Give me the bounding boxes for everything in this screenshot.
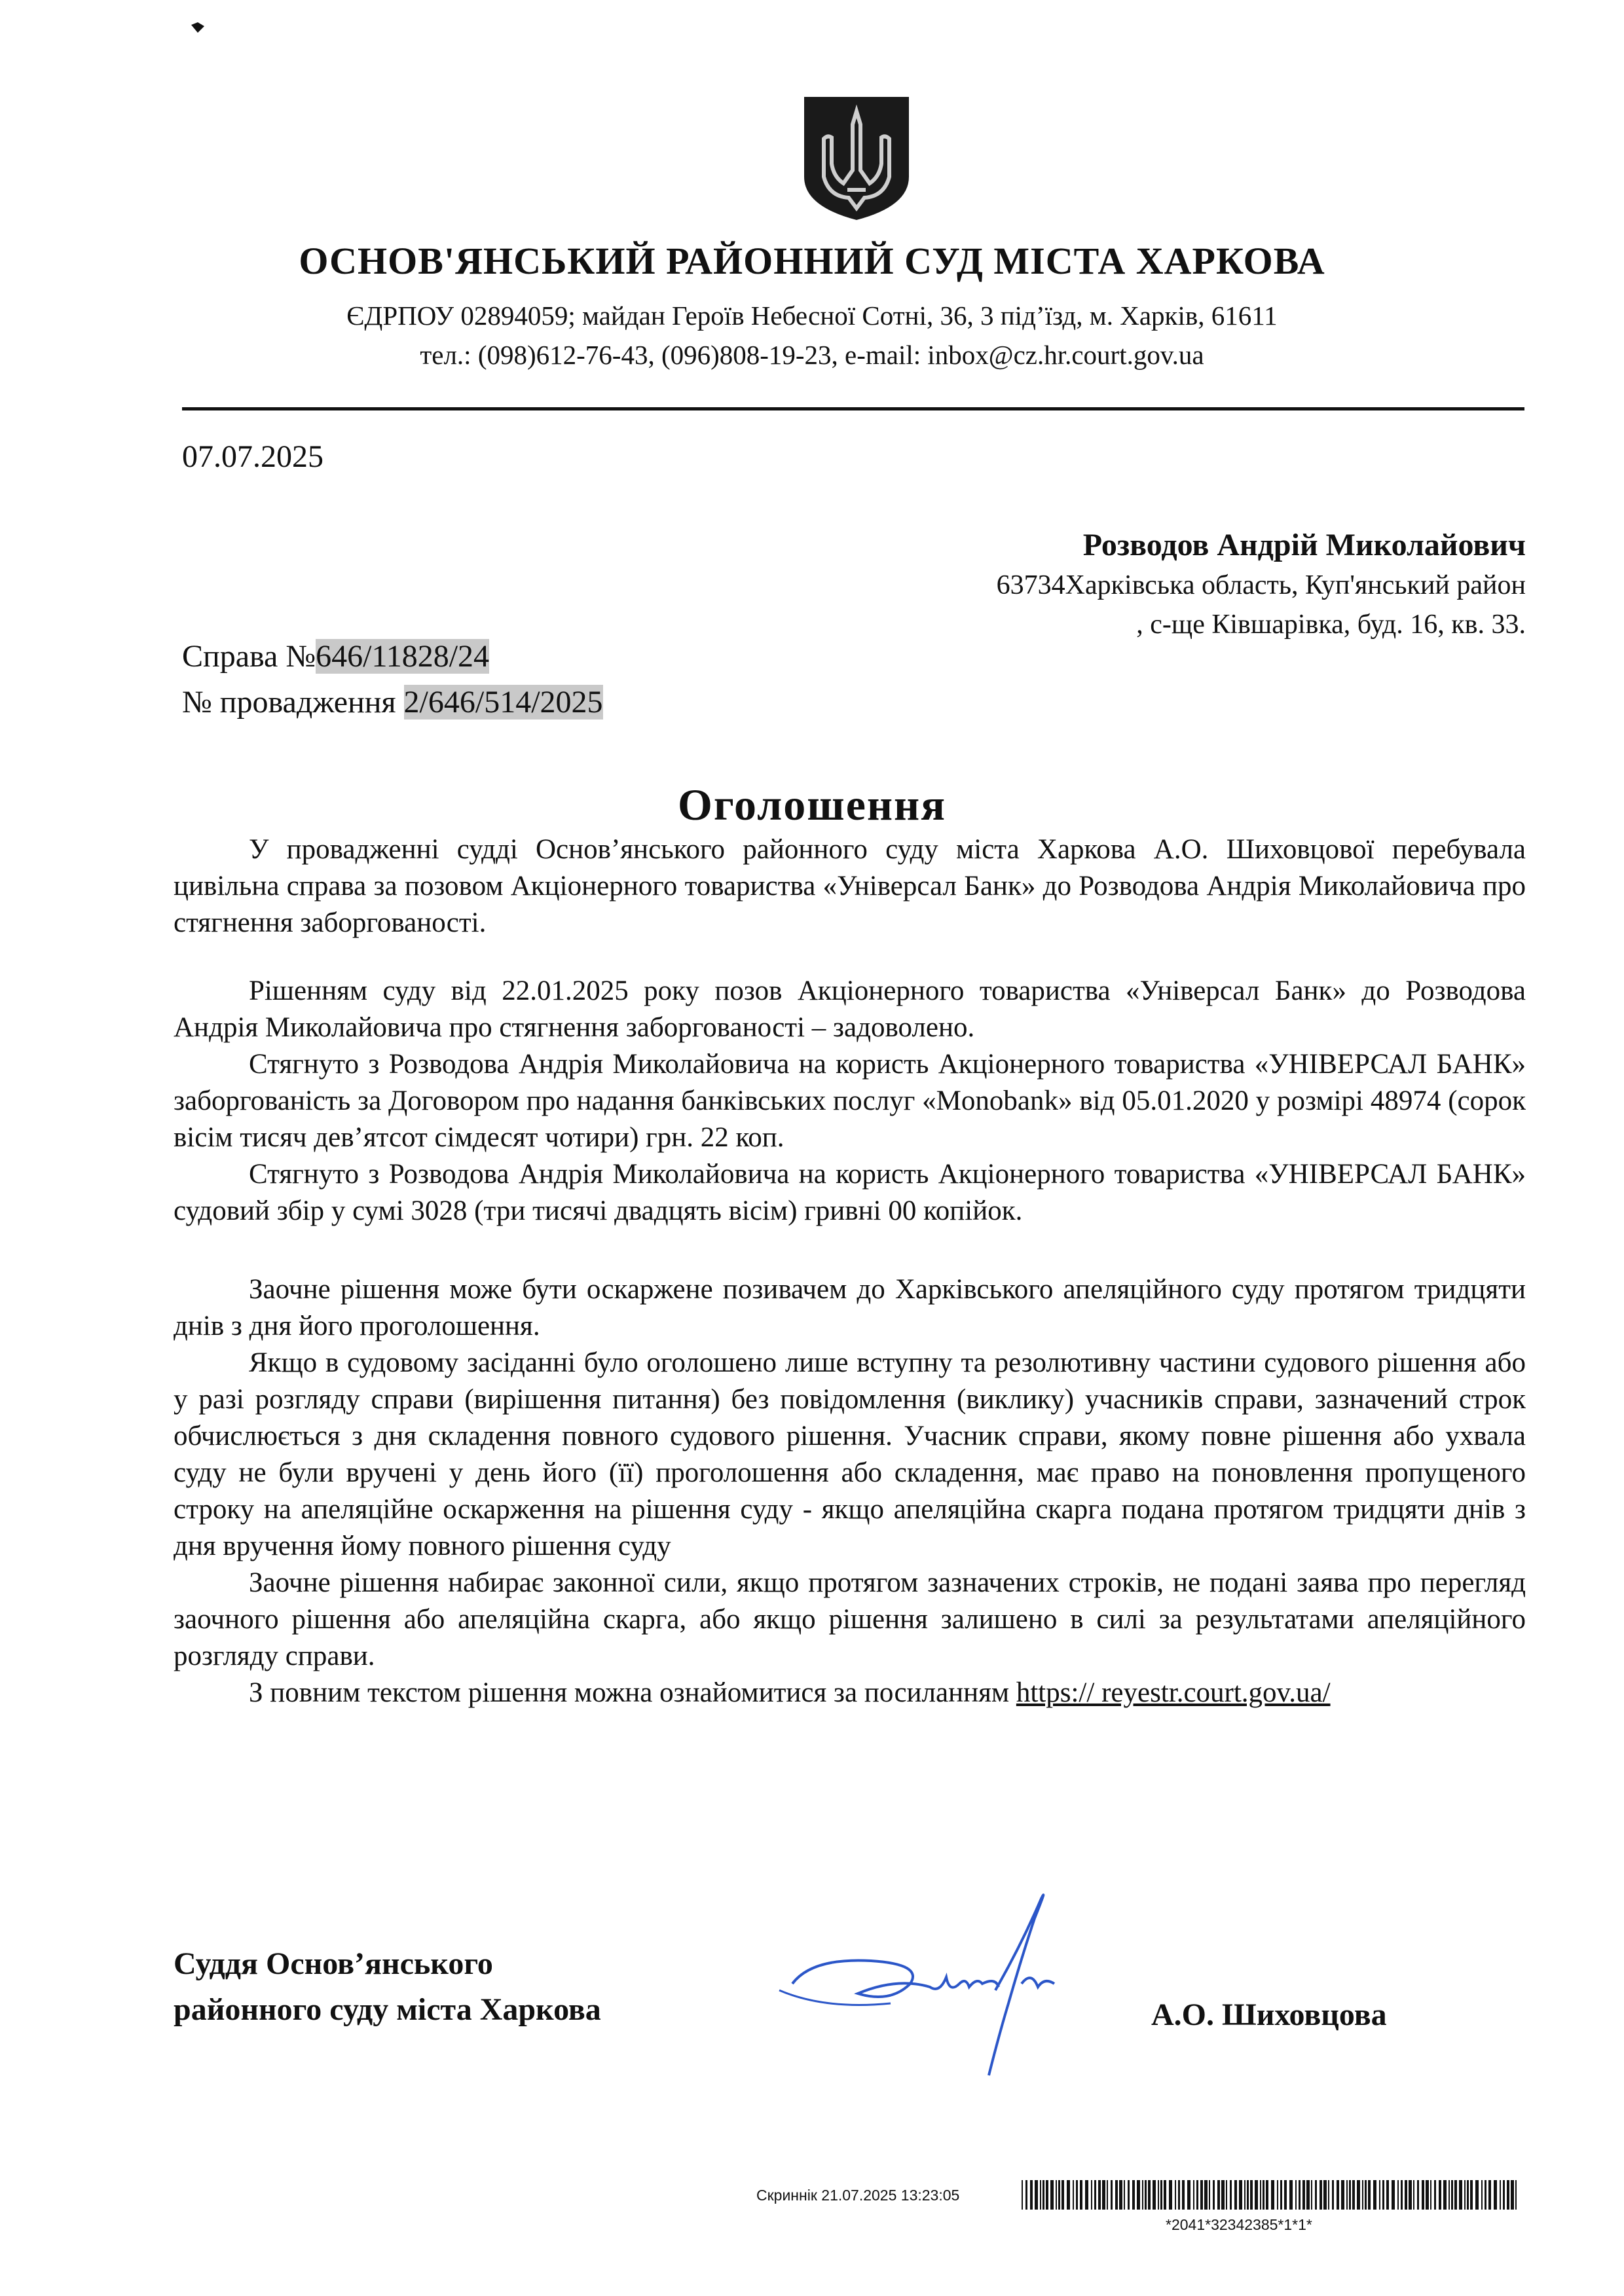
barcode-bar <box>1213 2180 1215 2210</box>
barcode-number: *2041*32342385*1*1* <box>1166 2216 1312 2233</box>
barcode-bar <box>1373 2180 1376 2210</box>
barcode-bar <box>1481 2180 1483 2210</box>
barcode-bar <box>1284 2180 1287 2210</box>
barcode-bar <box>1119 2180 1122 2210</box>
barcode-bar <box>1158 2180 1159 2210</box>
barcode-bar <box>1449 2180 1450 2210</box>
barcode-bar <box>1067 2180 1070 2210</box>
barcode-bar <box>1299 2180 1301 2210</box>
barcode-bar <box>1515 2180 1517 2210</box>
barcode-bar <box>1467 2180 1469 2210</box>
barcode-bar <box>1417 2180 1419 2210</box>
barcode-bar <box>1193 2180 1194 2210</box>
barcode-bar <box>1341 2180 1344 2210</box>
barcode-bar <box>1323 2180 1327 2210</box>
barcode-bar <box>1392 2180 1395 2210</box>
barcode-bar <box>1511 2180 1514 2210</box>
court-contact-line-2: тел.: (098)612-76-43, (096)808-19-23, e-mail: inbox@cz.hr.court.gov.ua <box>420 340 1204 370</box>
barcode-bar <box>1128 2180 1130 2210</box>
barcode-bar <box>1271 2180 1274 2210</box>
barcode-bar <box>1266 2180 1268 2210</box>
barcode-bar <box>1485 2180 1486 2210</box>
barcode-bar <box>1102 2180 1105 2210</box>
barcode-bar <box>1401 2180 1403 2210</box>
barcode-bar <box>1169 2180 1172 2210</box>
judge-title-line-2: районного суду міста Харкова <box>174 1992 601 2027</box>
paragraph-appeal-terms: Якщо в судовому засіданні було оголошено лише вступну та резолютивну частини судового рішення або у разі розгляду справи (вирішення питання) без повідомлення (виклику) учасників справи, зазначений строк обчислюється з дня складення повного судового рішення. Учасник справи, якому повне рішення або ухвала суду не були вручені у день його (її) проголошення або складення, має право на поновлення пропущеного строку на апеляційне оскарження на рішення суду - якщо апеляційна скарга подана протягом тридцяти днів з дня вручення йому повного рішення суду <box>174 1347 1526 1561</box>
judge-name: А.О. Шиховцова <box>1151 1997 1387 2032</box>
barcode-bar <box>1413 2180 1414 2210</box>
court-contact-line-1: ЄДРПОУ 02894059; майдан Героїв Небесної Сотні, 36, 3 під’їзд, м. Харків, 61611 <box>346 301 1278 331</box>
barcode-bar <box>1277 2180 1278 2210</box>
barcode-bar <box>1247 2180 1249 2210</box>
barcode-bar <box>1405 2180 1407 2210</box>
barcode-bar <box>1239 2180 1242 2210</box>
barcode-bar <box>1332 2180 1334 2210</box>
paragraph-appeal: Заочне рішення може бути оскаржене позивачем до Харківського апеляційного суду протягом тридцяти днів з дня його проголошення. <box>174 1274 1526 1341</box>
barcode-bar <box>1357 2180 1360 2210</box>
barcode-bar <box>1289 2180 1293 2210</box>
barcode-bar <box>1382 2180 1384 2210</box>
case-number-line <box>182 638 489 674</box>
court-name: ОСНОВ'ЯНСЬКИЙ РАЙОННИЙ СУД МІСТА ХАРКОВА <box>299 240 1325 282</box>
barcode-bar <box>1346 2180 1348 2210</box>
barcode-bar <box>1164 2180 1166 2210</box>
barcode-bar <box>1221 2180 1225 2210</box>
scanner-stamp: Скриннік 21.07.2025 13:23:05 <box>756 2187 960 2204</box>
recipient-address-line-2: , с-ще Ківшарівка, буд. 16, кв. 33. <box>1136 610 1526 640</box>
barcode-bar <box>1187 2180 1190 2210</box>
barcode-bar <box>1426 2180 1429 2210</box>
barcode-bar <box>1349 2180 1351 2210</box>
barcode-bar <box>1434 2180 1436 2210</box>
barcode-bar <box>1148 2180 1151 2210</box>
barcode-bar <box>1464 2180 1466 2210</box>
barcode-bar <box>1111 2180 1113 2210</box>
handwritten-signature-icon <box>773 1879 1113 2095</box>
barcode-bar <box>1230 2180 1232 2210</box>
barcode-bar <box>1145 2180 1147 2210</box>
paragraph-proceedings: У провадженні судді Основ’янського районного суду міста Харкова А.О. Шиховцової перебувала цивільна справа за позовом Акціонерного товариства «Універсал Банк» до Розводова Андрія Миколайовича про стягнення заборгованості. <box>174 834 1526 938</box>
barcode-bar <box>1196 2180 1198 2210</box>
document-date: 07.07.2025 <box>182 439 323 474</box>
barcode-bar <box>1302 2180 1305 2210</box>
barcode-bar <box>1107 2180 1108 2210</box>
barcode-bar <box>1182 2180 1185 2210</box>
barcode-bar <box>1050 2180 1054 2210</box>
barcode-bar <box>1459 2180 1462 2210</box>
barcode-bar <box>1430 2180 1431 2210</box>
barcode-bar <box>1365 2180 1367 2210</box>
barcode-bar <box>1085 2180 1088 2210</box>
document-title: Оголошення <box>677 780 947 829</box>
announcement-body <box>174 831 1526 1711</box>
barcode-bar <box>1507 2180 1509 2210</box>
barcode-bar <box>1320 2180 1322 2210</box>
barcode-bar <box>1244 2180 1246 2210</box>
barcode-bar <box>1115 2180 1118 2210</box>
recipient-name: Розводов Андрій Миколайович <box>1082 528 1526 562</box>
barcode-bar <box>1311 2180 1312 2210</box>
paragraph-decision: Рішенням суду від 22.01.2025 року позов Акціонерного товариства «Універсал Банк» до Розводова Андрія Миколайовича про стягнення заборгованості – задоволено. <box>174 975 1526 1043</box>
barcode-bar <box>1132 2180 1135 2210</box>
proceeding-label: № провадження <box>182 685 404 720</box>
barcode-bar <box>1386 2180 1389 2210</box>
barcode-bar <box>1306 2180 1310 2210</box>
barcode-bar <box>1209 2180 1210 2210</box>
barcode-bar <box>1080 2180 1082 2210</box>
barcode-bar <box>1046 2180 1048 2210</box>
barcode-bar <box>1091 2180 1092 2210</box>
barcode-bar <box>1475 2180 1479 2210</box>
barcode-bar <box>1030 2180 1033 2210</box>
full-text-label: З повним текстом рішення можна ознайомитися за посиланням <box>249 1677 1016 1708</box>
judge-title <box>174 1941 601 2033</box>
barcode-bar <box>1263 2180 1264 2210</box>
barcode-bar <box>1451 2180 1453 2210</box>
barcode-bar <box>1295 2180 1297 2210</box>
header-divider <box>182 407 1524 410</box>
paragraph-court-fee: Стягнуто з Розводова Андрія Миколайовича на користь Акціонерного товариства «УНІВЕРСАЛ БАНК» судовий збір у сумі 3028 (три тисячі двадцять вісім) гривні 00 копійок. <box>174 1159 1526 1226</box>
barcode-bar <box>1204 2180 1208 2210</box>
barcode-bar <box>1226 2180 1227 2210</box>
barcode-bar <box>1397 2180 1399 2210</box>
barcode-bar <box>1178 2180 1180 2210</box>
ukraine-coat-of-arms-icon <box>798 92 915 223</box>
barcode-bar <box>1217 2180 1220 2210</box>
paragraph-legal-force: Заочне рішення набирає законної сили, якщо протягом зазначених строків, не подані заява про перегляд заочного рішення або апеляційна скарга, або якщо рішення залишено в силі за результатами апеляційного розгляду справи. <box>174 1567 1526 1671</box>
barcode-bar <box>1315 2180 1317 2210</box>
barcode-bar <box>1160 2180 1162 2210</box>
barcode-bar <box>1022 2180 1023 2210</box>
barcode-bar <box>1503 2180 1505 2210</box>
barcode-bar <box>1280 2180 1282 2210</box>
proceeding-number: 2/646/514/2025 <box>403 685 603 720</box>
scan-corner-mark <box>190 20 206 35</box>
barcode-bar <box>1439 2180 1441 2210</box>
barcode-bar <box>1494 2180 1497 2210</box>
barcode-bar <box>1470 2180 1473 2210</box>
barcode-bar <box>1454 2180 1457 2210</box>
barcode-bar <box>1409 2180 1412 2210</box>
barcode-bar <box>1153 2180 1156 2210</box>
case-number: 646/11828/24 <box>316 639 490 674</box>
barcode-bar <box>1043 2180 1044 2210</box>
barcode-bar <box>1443 2180 1447 2210</box>
paragraph-debt-recovery: Стягнуто з Розводова Андрія Миколайовича на користь Акціонерного товариства «УНІВЕРСАЛ БАНК» заборгованість за Договором про надання банківських послуг «Monobank» від 05.01.2020 у розмірі 48974 (сорок вісім тисяч дев’ятсот сімдесят чотири) грн. 22 коп. <box>174 1049 1526 1153</box>
barcode-bar <box>1073 2180 1074 2210</box>
judge-title-line-1: Суддя Основ’янського <box>174 1946 493 1981</box>
barcode-bar <box>1124 2180 1125 2210</box>
paragraph-full-text <box>174 1675 1526 1711</box>
barcode-bar <box>1061 2180 1064 2210</box>
barcode-bar <box>1379 2180 1380 2210</box>
barcode-bar <box>1025 2180 1027 2210</box>
registry-link[interactable]: https:// reyestr.court.gov.ua/ <box>1016 1677 1331 1708</box>
barcode-bar <box>1368 2180 1371 2210</box>
barcode-bar <box>1142 2180 1143 2210</box>
proceeding-number-line <box>182 684 603 720</box>
barcode-bar <box>1488 2180 1491 2210</box>
barcode <box>1022 2180 1519 2210</box>
barcode-bar <box>1422 2180 1424 2210</box>
barcode-bar <box>1098 2180 1101 2210</box>
barcode-bar <box>1250 2180 1253 2210</box>
barcode-bar <box>1058 2180 1060 2210</box>
barcode-bar <box>1076 2180 1078 2210</box>
barcode-bar <box>1362 2180 1363 2210</box>
case-label: Справа № <box>182 639 316 674</box>
barcode-bar <box>1337 2180 1339 2210</box>
barcode-bar <box>1094 2180 1096 2210</box>
barcode-bar <box>1200 2180 1203 2210</box>
barcode-bar <box>1040 2180 1041 2210</box>
barcode-bar <box>1255 2180 1258 2210</box>
barcode-bar <box>1260 2180 1261 2210</box>
barcode-bar <box>1500 2180 1501 2210</box>
barcode-bar <box>1175 2180 1176 2210</box>
barcode-bar <box>1056 2180 1057 2210</box>
barcode-bar <box>1352 2180 1355 2210</box>
barcode-bar <box>1234 2180 1237 2210</box>
barcode-bar <box>1137 2180 1140 2210</box>
barcode-bar <box>1328 2180 1329 2210</box>
barcode-bar <box>1035 2180 1038 2210</box>
recipient-address-line-1: 63734Харківська область, Куп'янський район <box>996 570 1526 600</box>
